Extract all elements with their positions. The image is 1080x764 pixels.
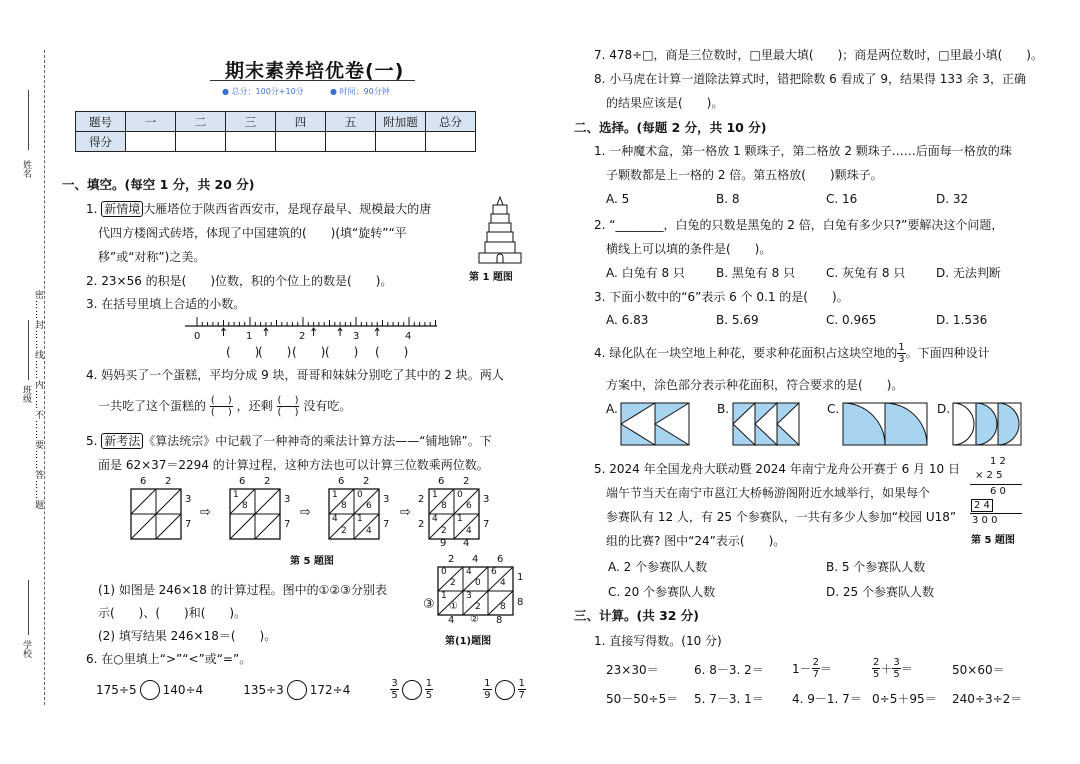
sub-cell: 1 — [441, 591, 447, 601]
sub-cell: 0 — [441, 567, 447, 577]
score-cell[interactable] — [376, 132, 426, 152]
score-cell[interactable] — [276, 132, 326, 152]
sub-top-4: 4 — [472, 554, 479, 565]
calc-eq: ＝ — [900, 662, 913, 676]
class-underline — [28, 320, 29, 380]
grid2-cell-8: 8 — [242, 501, 248, 511]
score-header-cell: 四 — [276, 112, 326, 132]
q3-text: 3. 在括号里填上合适的小数。 — [86, 297, 246, 311]
grid4-cell: 2 — [441, 526, 447, 536]
q6-frac: $\frac{1}{5}$ — [425, 678, 433, 701]
c4-figure-d[interactable] — [952, 402, 1022, 446]
c5-opt-d[interactable]: D. 25 个参赛队人数 — [826, 585, 934, 599]
arrow-icon: ⇨ — [400, 505, 411, 520]
ruler-label-0: 0 — [194, 331, 201, 342]
ruler-blank-5[interactable]: ( ) — [375, 345, 409, 359]
grid4-cell: 0 — [457, 490, 463, 500]
score-header-cell: 一 — [126, 112, 176, 132]
total-score-info: ● 总分：100分+10分 — [222, 87, 304, 96]
arrow-icon: ⇨ — [300, 505, 311, 520]
side-seal-text: 密……封……线……内……不……要……答……题 — [33, 290, 43, 510]
calc-frac: $\frac{2}{5}$ — [873, 657, 880, 680]
calc-item[interactable] — [792, 657, 832, 680]
ruler-arrow — [338, 328, 342, 336]
grid3-cell: 8 — [341, 501, 347, 511]
c4-label-a[interactable]: A. — [606, 402, 618, 416]
c4-text-b: 。下面四种设计 — [905, 346, 990, 360]
c2-line2: 横线上可以填的条件是( )。 — [606, 242, 772, 256]
score-header-cell: 三 — [226, 112, 276, 132]
c4-line2: 方案中，涂色部分表示种花面积，符合要求的是( )。 — [606, 378, 904, 392]
q4-fraction-blank-1[interactable]: $\frac{( )}{( )}$ — [210, 395, 232, 418]
calc-frac-prefix: 1－ — [792, 662, 812, 676]
c3-opt-b[interactable]: B. 5.69 — [716, 313, 759, 327]
q4-fraction-blank-2[interactable]: $\frac{( )}{( )}$ — [277, 395, 299, 418]
grid3-cell: 4 — [332, 514, 338, 524]
score-cell[interactable] — [126, 132, 176, 152]
c4-label-c[interactable]: C. — [827, 402, 840, 416]
time-info: ● 时间：90分钟 — [330, 87, 390, 96]
time-text: 时间：90分钟 — [339, 87, 390, 96]
score-header-cell: 二 — [176, 112, 226, 132]
c3-opt-c[interactable]: C. 0.965 — [826, 313, 877, 327]
vert-row-4: 2 4 — [971, 499, 993, 512]
name-underline — [28, 90, 29, 150]
q4-text-b: ，还剩 — [236, 399, 273, 413]
q4-text-c: 没有吃。 — [303, 399, 352, 413]
side-name-label: 姓名 — [21, 160, 31, 178]
arrow-icon: ⇨ — [200, 505, 211, 520]
c1-opt-b[interactable]: B. 8 — [716, 192, 740, 206]
q1-line1: 1. 新情境 大雁塔位于陕西省西安市，是现存最早、规模最大的唐 — [86, 202, 432, 216]
grid4-cell: 1 — [457, 514, 463, 524]
q6-text: 6. 在○里填上“>”“<”或“=”。 — [86, 652, 252, 666]
c5-line2: 端午节当天在南宁市邕江大桥畅游阁附近水域举行，如果每个 — [606, 486, 931, 500]
side-school-label: 学校 — [21, 640, 31, 658]
ruler-arrow — [222, 328, 226, 336]
q1-caption: 第 1 题图 — [469, 272, 513, 283]
section1-heading: 一、填空。(每空 1 分，共 20 分) — [62, 177, 255, 192]
calc-item[interactable]: 0÷5＋95＝ — [872, 692, 937, 706]
q6-frac: $\frac{1}{7}$ — [518, 678, 525, 701]
c4-text-a: 4. 绿化队在一块空地上种花，要求种花面积占这块空地的 — [594, 346, 898, 360]
ruler-blank-1[interactable]: ( ) — [226, 345, 260, 359]
q5-line1: 5. 新考法 《算法统宗》中记载了一种神奇的乘法计算方法——“铺地锦”。下 — [86, 434, 492, 448]
c5-opt-b[interactable]: B. 5 个参赛队人数 — [826, 560, 926, 574]
sub-marker-1: ① — [449, 601, 458, 612]
c4-figure-b[interactable] — [732, 402, 800, 446]
q5-sub1-line1: (1) 如图是 246×18 的计算过程。图中的①②③分别表 — [98, 583, 387, 597]
vert-row-1: 1 2 — [990, 456, 1006, 467]
calc-frac: $\frac{2}{7}$ — [812, 657, 820, 680]
ruler-blank-3[interactable]: ( ) — [292, 345, 326, 359]
grid1-right-7: 7 — [185, 519, 192, 530]
c4-label-b[interactable]: B. — [717, 402, 730, 416]
grid4-left-2b: 2 — [418, 519, 425, 530]
calc-item[interactable]: 5. 7－3. 1＝ — [694, 692, 764, 706]
sub-cell: 6 — [491, 567, 497, 577]
s3-sub-heading: 1. 直接写得数。(10 分) — [594, 634, 722, 648]
c1-opt-c[interactable]: C. 16 — [826, 192, 858, 206]
c4-fraction: $\frac{1}{3}$ — [898, 342, 905, 365]
score-cell[interactable] — [176, 132, 226, 152]
total-score-text: 总分：100分+10分 — [231, 87, 304, 96]
grid2-top-6: 6 — [239, 476, 246, 487]
grid4-left-2: 2 — [418, 494, 425, 505]
q1-tag: 新情境 — [101, 201, 143, 217]
grid4-bottom-9: 9 — [440, 538, 447, 549]
calc-eq: ＝ — [820, 662, 833, 676]
grid3-cell: 6 — [366, 501, 372, 511]
calc-item[interactable]: 23×30＝ — [606, 663, 659, 677]
ruler-arrow — [375, 328, 379, 336]
score-table-score-row — [76, 132, 476, 152]
q1-text1: 大雁塔位于陕西省西安市，是现存最早、规模最大的唐 — [143, 202, 432, 216]
sub-cell: 2 — [450, 578, 456, 588]
grid4-cell: 4 — [432, 514, 438, 524]
q5-sub2: (2) 填写结果 246×18＝( )。 — [98, 629, 277, 643]
grid2-right-7: 7 — [284, 519, 291, 530]
q2-text: 2. 23×56 的积是( )位数，积的个位上的数是( )。 — [86, 274, 393, 288]
side-dashed-line — [44, 50, 45, 705]
c2-opt-a[interactable]: A. 白兔有 8 只 — [606, 266, 685, 280]
c5-line3: 参赛队有 12 人，有 25 个参赛队，一共有多少人参加“校园 U18” — [606, 510, 957, 524]
c2-opt-b[interactable]: B. 黑兔有 8 只 — [716, 266, 796, 280]
grid4-cell: 8 — [441, 501, 447, 511]
grid3-cell: 1 — [357, 514, 363, 524]
calc-item[interactable]: 50－50÷5＝ — [606, 692, 679, 706]
ruler-label-4: 4 — [405, 331, 412, 342]
ruler-label-1: 1 — [246, 331, 253, 342]
c1-opt-d[interactable]: D. 32 — [936, 192, 969, 206]
grid3-right-7: 7 — [383, 519, 390, 530]
vert-line-2 — [970, 513, 1022, 514]
q5-line2: 面是 62×37＝2294 的计算过程，这种方法也可以计算三位数乘两位数。 — [98, 458, 489, 472]
sub-right-1: 1 — [517, 572, 524, 583]
c5-opt-a[interactable]: A. 2 个参赛队人数 — [608, 560, 708, 574]
score-row-label: 得分 — [76, 132, 126, 152]
calc-item[interactable]: $\frac{2}{5}$ ＋ $\frac{3}{5}$ ＝ — [873, 657, 913, 680]
sub-cell: 2 — [475, 602, 481, 612]
compare-circle[interactable] — [140, 680, 160, 700]
c4-label-d[interactable]: D. — [937, 402, 951, 416]
title-underline — [210, 80, 415, 81]
sub-bottom-8: 8 — [496, 615, 503, 626]
score-header-cell: 总分 — [426, 112, 476, 132]
score-header-cell: 附加题 — [376, 112, 426, 132]
grid3-right-3: 3 — [383, 494, 390, 505]
q6-expr: 172÷4 — [309, 682, 351, 697]
q7-text: 7. 478÷□，商是三位数时，□里最大填( )；商是两位数时，□里最小填( )。 — [594, 48, 1043, 62]
calc-item[interactable]: 4. 9－1. 7＝ — [792, 692, 862, 706]
pagoda-illustration — [475, 195, 525, 267]
vert-row-3: 6 0 — [990, 486, 1006, 497]
grid4-right-7: 7 — [483, 519, 490, 530]
sub-bottom-4: 4 — [448, 615, 455, 626]
sub-cell: 4 — [466, 567, 472, 577]
c2-opt-d[interactable]: D. 无法判断 — [936, 266, 1001, 280]
grid3-cell: 4 — [366, 526, 372, 536]
q6-row — [96, 678, 526, 701]
q5-sub-caption: 第(1)题图 — [445, 636, 492, 647]
score-cell[interactable] — [226, 132, 276, 152]
c3-opt-d[interactable]: D. 1.536 — [936, 313, 988, 327]
ruler-label-2: 2 — [299, 331, 306, 342]
ruler-blank-4[interactable]: ( ) — [325, 345, 359, 359]
calc-item[interactable]: 6. 8－3. 2＝ — [694, 663, 764, 677]
grid1-right-3: 3 — [185, 494, 192, 505]
c2-opt-c[interactable]: C. 灰兔有 8 只 — [826, 266, 906, 280]
c5-caption: 第 5 题图 — [971, 535, 1015, 546]
q5-sub1-line2: 示( )、( )和( )。 — [98, 606, 247, 620]
ruler-arrow — [312, 328, 316, 336]
section2-heading: 二、选择。(每题 2 分，共 10 分) — [574, 120, 767, 135]
q4-line2 — [98, 395, 351, 418]
c5-line1: 5. 2024 年全国龙舟大联动暨 2024 年南宁龙舟公开赛于 6 月 10 日 — [594, 462, 960, 476]
c3-opt-a[interactable]: A. 6.83 — [606, 313, 649, 327]
page-title: 期末素养培优卷(一) — [225, 60, 405, 82]
c4-line1 — [594, 342, 990, 365]
c5-opt-c[interactable]: C. 20 个参赛队人数 — [608, 585, 716, 599]
q6-frac: $\frac{3}{5}$ — [391, 678, 398, 701]
lattice-grid-1 — [130, 488, 182, 540]
vert-row-5: 3 0 0 — [972, 515, 998, 526]
q4-text-a: 一共吃了这个蛋糕的 — [98, 399, 207, 413]
grid4-bottom-4: 4 — [463, 538, 470, 549]
ruler-label-3: 3 — [353, 331, 360, 342]
grid2-right-3: 3 — [284, 494, 291, 505]
calc-frac: $\frac{3}{5}$ — [893, 657, 900, 680]
side-class-label: 班级 — [21, 385, 31, 403]
calc-row1 — [606, 657, 1026, 681]
vert-line-1 — [970, 484, 1022, 485]
q6-expr: 135÷3 — [243, 682, 284, 697]
grid3-cell: 2 — [341, 526, 347, 536]
ruler-arrow — [264, 328, 268, 336]
score-cell[interactable] — [326, 132, 376, 152]
score-cell[interactable] — [426, 132, 476, 152]
grid3-cell: 0 — [357, 490, 363, 500]
c4-figure-c[interactable] — [842, 402, 928, 446]
q6-frac: $\frac{1}{9}$ — [484, 678, 491, 701]
grid2-cell-1: 1 — [233, 490, 239, 500]
sub-top-2: 2 — [448, 554, 455, 565]
ruler-blank-2[interactable]: ( ) — [258, 345, 292, 359]
grid3-cell: 1 — [332, 490, 338, 500]
q5-tag: 新考法 — [101, 433, 143, 449]
q8-line1: 8. 小马虎在计算一道除法算式时，错把除数 6 看成了 9，结果得 133 余 3，正确 — [594, 72, 1026, 86]
sub-right-8: 8 — [517, 597, 524, 608]
c1-opt-a[interactable]: A. 5 — [606, 192, 630, 206]
grid4-cell: 6 — [466, 501, 472, 511]
sub-cell: 3 — [466, 591, 472, 601]
calc-row2 — [606, 690, 1026, 708]
compare-circle[interactable] — [402, 680, 422, 700]
grid1-top-6: 6 — [140, 476, 147, 487]
compare-circle[interactable] — [287, 680, 307, 700]
q5-text1: 《算法统宗》中记载了一种神奇的乘法计算方法——“铺地锦”。下 — [143, 434, 492, 448]
q5-caption: 第 5 题图 — [290, 556, 334, 567]
sub-cell: 8 — [500, 602, 506, 612]
q1-line3: 移”或“对称”)之美。 — [98, 250, 206, 264]
score-header-cell: 题号 — [76, 112, 126, 132]
score-table-header-row — [76, 112, 476, 132]
grid2-top-2: 2 — [264, 476, 271, 487]
q1-line2: 代四方楼阁式砖塔，体现了中国建筑的( )(填“旋转”“平 — [98, 226, 407, 240]
compare-circle[interactable] — [495, 680, 515, 700]
vert-row-2: × 2 5 — [975, 470, 1003, 481]
grid4-cell: 1 — [432, 490, 438, 500]
grid3-top-2: 2 — [363, 476, 370, 487]
grid4-cell: 4 — [466, 526, 472, 536]
grid4-right-3: 3 — [483, 494, 490, 505]
calc-item[interactable]: 50×60＝ — [952, 663, 1005, 677]
grid4-top-2: 2 — [463, 476, 470, 487]
grid1-top-2: 2 — [165, 476, 172, 487]
c4-figure-a[interactable] — [620, 402, 690, 446]
section3-heading: 三、计算。(共 32 分) — [574, 608, 700, 623]
sub-top-6: 6 — [497, 554, 504, 565]
c3-text: 3. 下面小数中的“6”表示 6 个 0.1 的是( )。 — [594, 290, 849, 304]
q6-expr: 140÷4 — [162, 682, 204, 697]
q8-line2: 的结果应该是( )。 — [606, 96, 724, 110]
sub-marker-3: ③ — [423, 597, 435, 612]
calc-item[interactable]: 240÷3÷2＝ — [952, 692, 1023, 706]
grid3-top-6: 6 — [338, 476, 345, 487]
grid4-top-6: 6 — [438, 476, 445, 487]
score-table — [75, 111, 476, 152]
sub-cell: 0 — [475, 578, 481, 588]
c1-line2: 子颗数都是上一格的 2 倍。第五格放( )颗珠子。 — [606, 168, 883, 182]
sub-marker-2: ② — [470, 614, 479, 625]
c2-line1: 2. “________，白兔的只数是黑兔的 2 倍，白兔有多少只?”要解决这个问题， — [594, 218, 1004, 232]
c5-line4: 组的比赛? 图中“24”表示( )。 — [606, 534, 786, 548]
q6-expr: 175÷5 — [96, 682, 137, 697]
score-header-cell: 五 — [326, 112, 376, 132]
c1-line1: 1. 一种魔术盒，第一格放 1 颗珠子，第二格放 2 颗珠子……后面每一格放的珠 — [594, 144, 1012, 158]
sub-cell: 4 — [500, 578, 506, 588]
school-underline — [28, 580, 29, 635]
q4-line1: 4. 妈妈买了一个蛋糕，平均分成 9 块，哥哥和妹妹分别吃了其中的 2 块。两人 — [86, 368, 504, 382]
